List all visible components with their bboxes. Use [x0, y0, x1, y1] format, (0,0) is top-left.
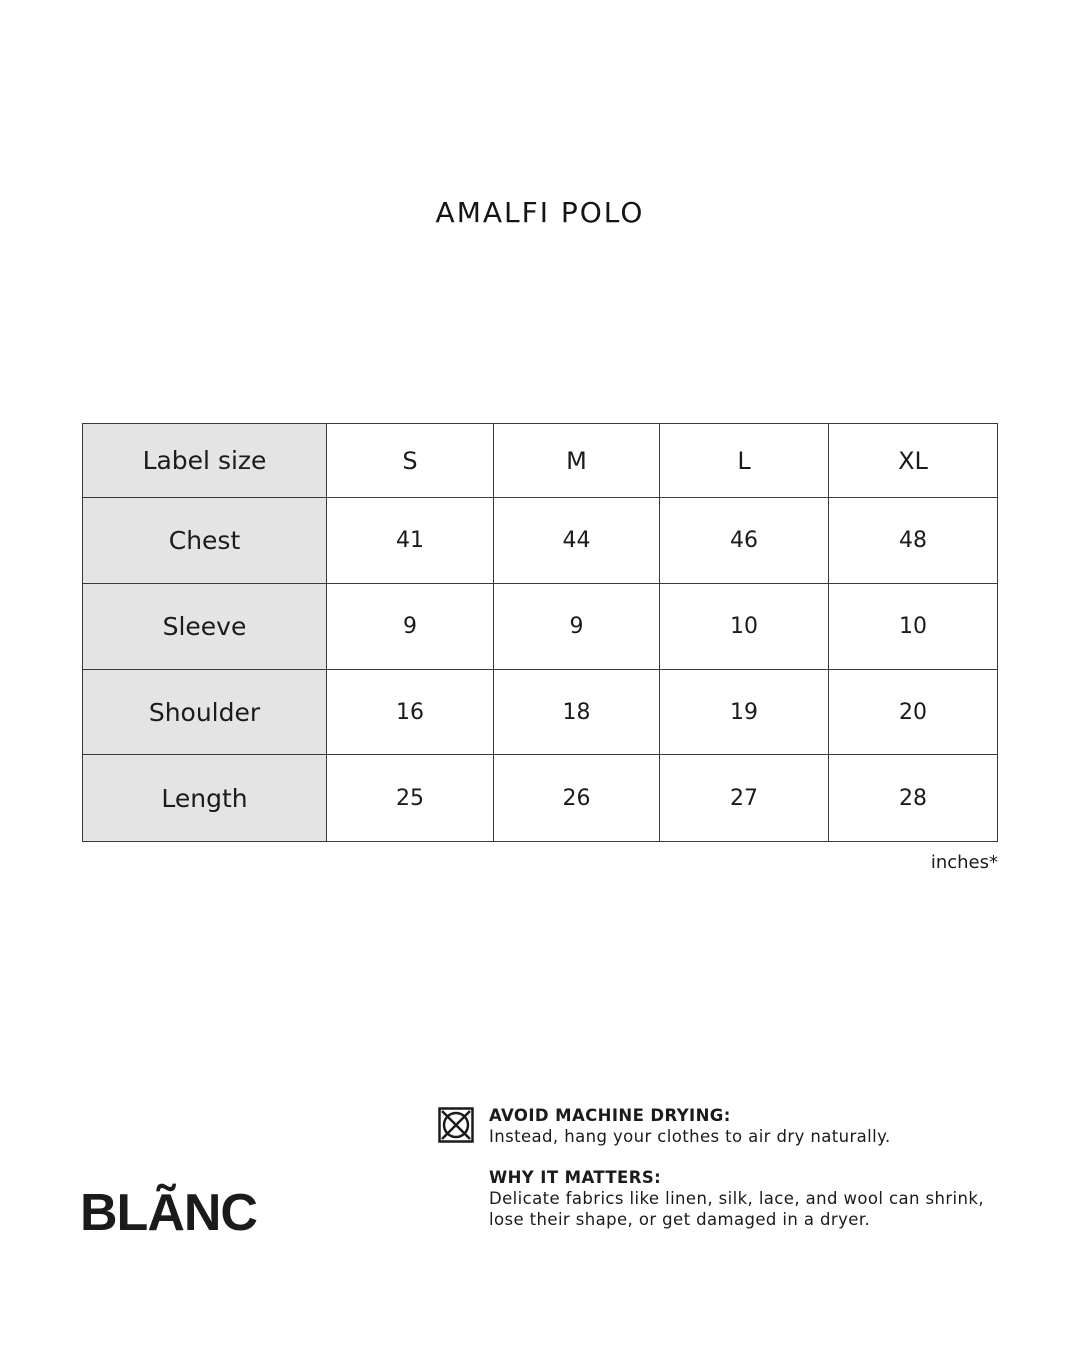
table-cell: 26: [494, 755, 660, 842]
table-row-chest: [83, 498, 998, 584]
table-row-length: [83, 755, 998, 842]
header-size-m: M: [494, 424, 660, 498]
header-size-l: L: [660, 424, 829, 498]
header-label-size: Label size: [83, 424, 327, 498]
care-instruction-body: Instead, hang your clothes to air dry naturally.: [489, 1127, 891, 1146]
table-cell: 28: [829, 755, 998, 842]
header-size-xl: XL: [829, 424, 998, 498]
table-cell: 10: [829, 584, 998, 670]
care-reason-heading: WHY IT MATTERS:: [489, 1168, 662, 1187]
row-label-sleeve: Sleeve: [83, 584, 327, 670]
header-size-s: S: [327, 424, 494, 498]
table-cell: 18: [494, 670, 660, 755]
table-cell: 44: [494, 498, 660, 584]
care-reason-body-line2: lose their shape, or get damaged in a dryer.: [489, 1210, 871, 1229]
table-row-sleeve: [83, 584, 998, 670]
row-label-length: Length: [83, 755, 327, 842]
table-cell: 41: [327, 498, 494, 584]
row-label-chest: Chest: [83, 498, 327, 584]
row-label-shoulder: Shoulder: [83, 670, 327, 755]
table-header-row: [83, 424, 998, 498]
table-cell: 16: [327, 670, 494, 755]
table-row-shoulder: [83, 670, 998, 755]
care-instructions: [489, 1105, 1049, 1230]
table-cell: 46: [660, 498, 829, 584]
table-cell: 27: [660, 755, 829, 842]
table-cell: 9: [494, 584, 660, 670]
table-cell: 9: [327, 584, 494, 670]
svg-text:BLÃNC: BLÃNC: [80, 1184, 257, 1242]
unit-note: inches*: [930, 852, 998, 873]
table-cell: 25: [327, 755, 494, 842]
table-cell: 19: [660, 670, 829, 755]
table-cell: 48: [829, 498, 998, 584]
size-chart-table: [82, 423, 998, 842]
do-not-tumble-dry-icon: [438, 1107, 474, 1143]
table-cell: 10: [660, 584, 829, 670]
page-title: AMALFI POLO: [435, 196, 645, 229]
care-reason-body-line1: Delicate fabrics like linen, silk, lace, and wool can shrink,: [489, 1189, 984, 1208]
brand-logo: [78, 1172, 278, 1242]
table-cell: 20: [829, 670, 998, 755]
care-instruction-heading: AVOID MACHINE DRYING:: [489, 1106, 731, 1125]
